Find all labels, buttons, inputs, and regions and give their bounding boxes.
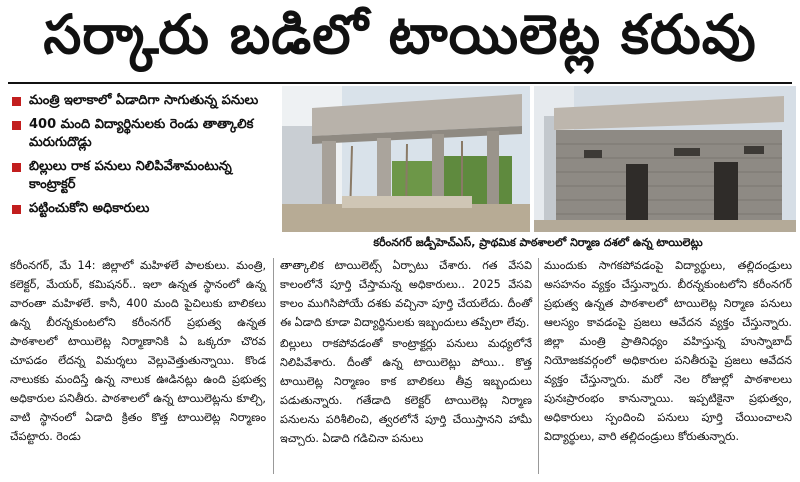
headline: సర్కారు బడిలో టాయిలెట్ల కరువు: [43, 2, 757, 66]
highlight-item: [10, 200, 280, 218]
bullet-square-icon: [12, 97, 21, 106]
highlight-text: మంత్రి ఇలాకాలో ఏడాదిగా సాగుతున్న పనులు: [29, 93, 259, 108]
article-column-3: [544, 256, 792, 448]
construction-photo-right: [534, 86, 796, 232]
photo-caption: కరీంనగర్ జడ్పీహెచ్ఎస్, ప్రాథమిక పాఠశాలలో నిర్మాణ దశలో ఉన్న టాయిలెట్లు: [282, 233, 794, 253]
headline-rule: [8, 82, 792, 84]
article-paragraph: బిల్లులు రాకపోవడంతో కాంట్రాక్టర్లు పనులు మధ్యలోనే నిలిపివేశారు. దీంతో ఉన్న టాయిలెట్లు పోయి.. కొత్త టాయిలెట్ల నిర్మాణం కాక బాలికలు తీవ్ర ఇబ్బందులు పడుతున్నారు. గతేడాది కలెక్టర్ టాయిలెట్ల నిర్మాణ పనులను పరిశీలించి, త్వరలోనే పూర్తి చేయిస్తానని హామీ ఇచ్చారు. ఏడాది గడిచినా పనులు: [280, 337, 532, 445]
article-column-2: [280, 256, 532, 450]
column-divider: [538, 258, 539, 474]
highlight-item: [10, 158, 280, 194]
bullet-square-icon: [12, 163, 21, 172]
construction-site-illustration: [282, 86, 530, 232]
highlights-box: [10, 92, 280, 224]
article-paragraph: ముందుకు సాగకపోవడంపై విద్యార్థులు, తల్లిదండ్రులు అసహనం వ్యక్తం చేస్తున్నారు. బీరన్నకుంటలోని కరీంనగర్ ప్రభుత్వ ఉన్నత పాఠశాలలో టాయిలెట్ల నిర్మాణ పనులు ఆలస్యం కావడంపై ప్రజలు ఆవేదన వ్యక్తం చేస్తున్నారు. జిల్లా మంత్రి ప్రాతినిధ్యం వహిస్తున్న హుస్నాబాద్ నియోజకవర్గంలో అధికారుల పనితీరుపై ప్రజలు ఆవేదన వ్యక్తం చేస్తున్నారు. మరో నెల రోజుల్లో పాఠశాలలు పునఃప్రారంభం కానున్నాయి. ఇప్పటికైనా ప్రభుత్వం, అధికారులు స్పందించి పనులు పూర్తి చేయించాలని విద్యార్థులు, వారి తల్లిదండ్రులు కోరుతున్నారు.: [544, 259, 792, 443]
construction-photo-left: [282, 86, 530, 232]
highlight-text: బిల్లులు రాక పనులు నిలిపివేశామంటున్న కాంట్రాక్టర్: [29, 159, 232, 192]
bullet-square-icon: [12, 121, 21, 130]
column-divider: [273, 258, 274, 474]
highlight-text: 400 మంది విద్యార్థినులకు రెండు తాత్కాలిక మరుగుదొడ్లు: [29, 117, 254, 150]
bullet-square-icon: [12, 205, 21, 214]
highlight-item: [10, 92, 280, 110]
article-paragraph: తాత్కాలిక టాయిలెట్స్ ఏర్పాటు చేశారు. గత వేసవి కాలంలోనే పూర్తి చేస్తామన్న అధికారులు.. 2025 వేసవి కాలం ముగిసిపోయే దశకు వచ్చినా పూర్తి చేయలేదు. దీంతో ఈ ఏడాది కూడా విద్యార్థినులకు ఇబ్బందులు తప్పేలా లేవు.: [280, 259, 532, 329]
article-column-1: [10, 256, 266, 448]
toilet-block-illustration: [534, 86, 796, 232]
highlight-item: [10, 116, 280, 152]
highlight-text: పట్టించుకోని అధికారులు: [29, 201, 150, 216]
article-paragraph: కరీంనగర్, మే 14: జిల్లాలో మహిళలే పాలకులు. మంత్రి, కలెక్టర్, మేయర్, కమిషనర్.. ఇలా ఉన్నత స్థానంలో ఉన్న వారంతా మహిళలే. కానీ, 400 మంది పైచిలుకు బాలికలు ఉన్న బీరన్నకుంటలోని కరీంనగర్ ప్రభుత్వ ఉన్నత పాఠశాలలో టాయిలెట్ల నిర్మాణానికి ఏ ఒక్కరూ చొరవ చూపడం లేదన్న విమర్శలు వెల్లువెత్తుతున్నాయి. కొండ నాలుకకు మందిస్తే ఉన్న నాలుక ఊడినట్లు ఉంది ప్రభుత్వ అధికారుల పనితీరు. పాఠశాలలో ఉన్న టాయిలెట్లను కూల్చి, వాటి స్థానంలో ఏడాది క్రితం కొత్త టాయిలెట్ల నిర్మాణం చేపట్టారు. రెండు: [10, 259, 266, 443]
